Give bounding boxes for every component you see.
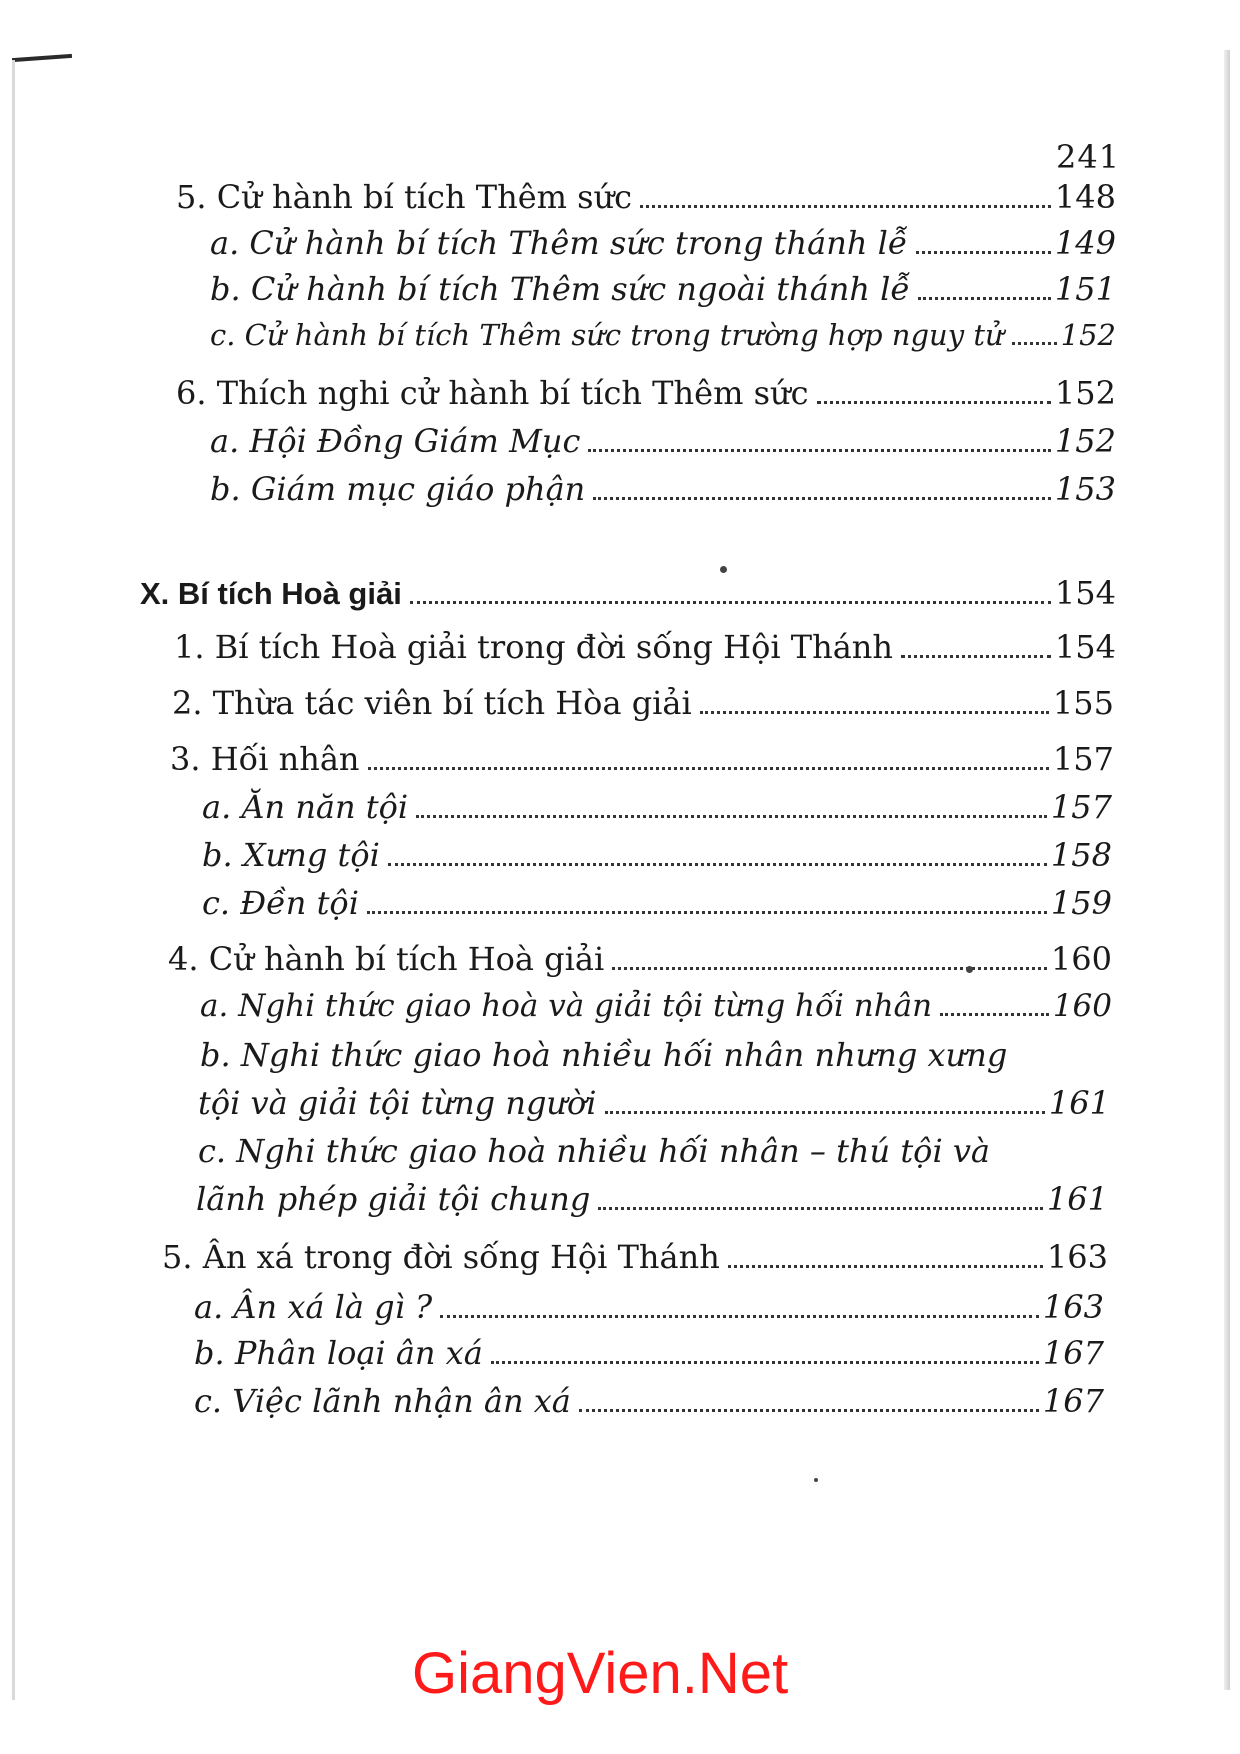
toc-entry	[210, 318, 1116, 352]
toc-entry-label: c. Cử hành bí tích Thêm sức trong trường hợp nguy tử	[210, 318, 1004, 352]
toc-entry-label: b. Giám mục giáo phận	[210, 470, 586, 508]
toc-entry-page: 151	[1054, 270, 1116, 308]
toc-entry-label: b. Phân loại ân xá	[194, 1334, 483, 1372]
toc-entry-label: 5. Ân xá trong đời sống Hội Thánh	[162, 1238, 720, 1276]
toc-entry	[200, 988, 1112, 1024]
toc-entry-page: 157	[1052, 740, 1114, 778]
toc-entry-page: 161	[1046, 1180, 1108, 1218]
toc-entry-label: 3. Hối nhân	[170, 740, 360, 778]
toc-entry-label: c. Đền tội	[202, 884, 359, 922]
watermark: GiangVien.Net	[412, 1641, 789, 1706]
leader-dots	[598, 1207, 1043, 1210]
toc-entry-page: 159	[1050, 884, 1112, 922]
leader-dots	[588, 449, 1051, 452]
leader-dots	[940, 1013, 1049, 1016]
toc-entry-page: 153	[1054, 470, 1116, 508]
leader-dots	[491, 1361, 1039, 1364]
toc-entry-page: 154	[1054, 628, 1116, 666]
toc-entry-label: 1. Bí tích Hoà giải trong đời sống Hội Thánh	[174, 628, 893, 666]
leader-dots	[605, 1111, 1045, 1114]
leader-dots	[368, 767, 1049, 770]
leader-dots	[593, 497, 1051, 500]
toc-entry-page: 152	[1060, 318, 1116, 352]
toc-entry-label: 2. Thừa tác viên bí tích Hòa giải	[172, 684, 692, 722]
toc-entry-label: c. Nghi thức giao hoà nhiều hối nhân – thú tội và	[198, 1132, 990, 1170]
toc-entry-page: 149	[1054, 224, 1116, 262]
toc-entry	[162, 1238, 1108, 1276]
toc-entry	[176, 374, 1116, 412]
leader-dots	[416, 815, 1047, 818]
toc-entry-page: 167	[1042, 1382, 1104, 1420]
toc-entry-page: 155	[1052, 684, 1114, 722]
toc-entry-continuation: lãnh phép giải tội chung	[196, 1180, 591, 1218]
toc-entry-page: 157	[1050, 788, 1112, 826]
toc-entry-page: 161	[1048, 1084, 1110, 1122]
toc-entry	[202, 788, 1112, 826]
toc-entry-label: 4. Cử hành bí tích Hoà giải	[168, 940, 605, 978]
toc-entry	[194, 1334, 1104, 1372]
leader-dots	[612, 967, 1047, 970]
toc-entry-label: b. Xưng tội	[202, 836, 380, 874]
print-speck	[814, 1478, 818, 1482]
page-edge	[12, 54, 72, 62]
leader-dots	[440, 1315, 1039, 1318]
leader-dots	[410, 601, 1051, 604]
leader-dots	[901, 655, 1051, 658]
leader-dots	[700, 711, 1049, 714]
toc-entry	[210, 470, 1116, 508]
toc-entry-label: a. Cử hành bí tích Thêm sức trong thánh lễ	[210, 224, 908, 262]
toc-entry	[194, 1382, 1104, 1420]
toc-entry	[194, 1288, 1104, 1326]
leader-dots	[817, 401, 1051, 404]
toc-entry-label: a. Ăn năn tội	[202, 788, 409, 826]
toc-entry	[172, 684, 1114, 722]
toc-entry	[210, 422, 1116, 460]
toc-entry	[196, 1180, 1108, 1218]
leader-dots	[728, 1265, 1043, 1268]
toc-entry	[198, 1084, 1110, 1122]
toc-entry-page: 158	[1050, 836, 1112, 874]
toc-entry-page: 163	[1046, 1238, 1108, 1276]
leader-dots	[579, 1409, 1039, 1412]
toc-entry-continuation: tội và giải tội từng người	[198, 1084, 597, 1122]
toc-entry	[202, 836, 1112, 874]
toc-entry-label: 6. Thích nghi cử hành bí tích Thêm sức	[176, 374, 809, 412]
toc-entry-page: 154	[1054, 574, 1116, 612]
print-speck	[966, 966, 973, 973]
toc-entry-page: 163	[1042, 1288, 1104, 1326]
page-shadow-right	[1224, 50, 1230, 1690]
toc-entry-page: 152	[1054, 422, 1116, 460]
leader-dots	[1012, 342, 1057, 345]
toc-entry	[202, 884, 1112, 922]
toc-entry-page: 148	[1054, 178, 1116, 216]
toc-entry-label: b. Nghi thức giao hoà nhiều hối nhân nhưng xưng	[200, 1036, 1008, 1074]
toc-entry-label: c. Việc lãnh nhận ân xá	[194, 1382, 571, 1420]
toc-entry-label: a. Ân xá là gì ?	[194, 1288, 433, 1326]
toc-entry	[174, 628, 1116, 666]
toc-entry-label: a. Nghi thức giao hoà và giải tội từng hối nhân	[200, 988, 933, 1024]
toc-entry-label: b. Cử hành bí tích Thêm sức ngoài thánh lễ	[210, 270, 911, 308]
toc-entry-page: 160	[1050, 940, 1112, 978]
leader-dots	[367, 911, 1047, 914]
toc-entry	[176, 178, 1116, 216]
toc-entry-label: a. Hội Đồng Giám Mục	[210, 422, 581, 460]
leader-dots	[388, 863, 1047, 866]
toc-entry	[170, 740, 1114, 778]
leader-dots	[916, 251, 1051, 254]
toc-entry-page: 160	[1052, 988, 1112, 1024]
page-shadow-left	[12, 60, 15, 1700]
toc-entry-page: 167	[1042, 1334, 1104, 1372]
toc-entry	[210, 270, 1116, 308]
page-number: 241	[1056, 138, 1121, 176]
toc-section-heading	[140, 574, 1116, 612]
leader-dots	[640, 205, 1051, 208]
leader-dots	[918, 297, 1051, 300]
toc-entry-label: X. Bí tích Hoà giải	[140, 576, 402, 611]
print-speck	[720, 566, 727, 573]
toc-entry	[210, 224, 1116, 262]
toc-entry-page: 152	[1054, 374, 1116, 412]
toc-entry-label: 5. Cử hành bí tích Thêm sức	[176, 178, 633, 216]
